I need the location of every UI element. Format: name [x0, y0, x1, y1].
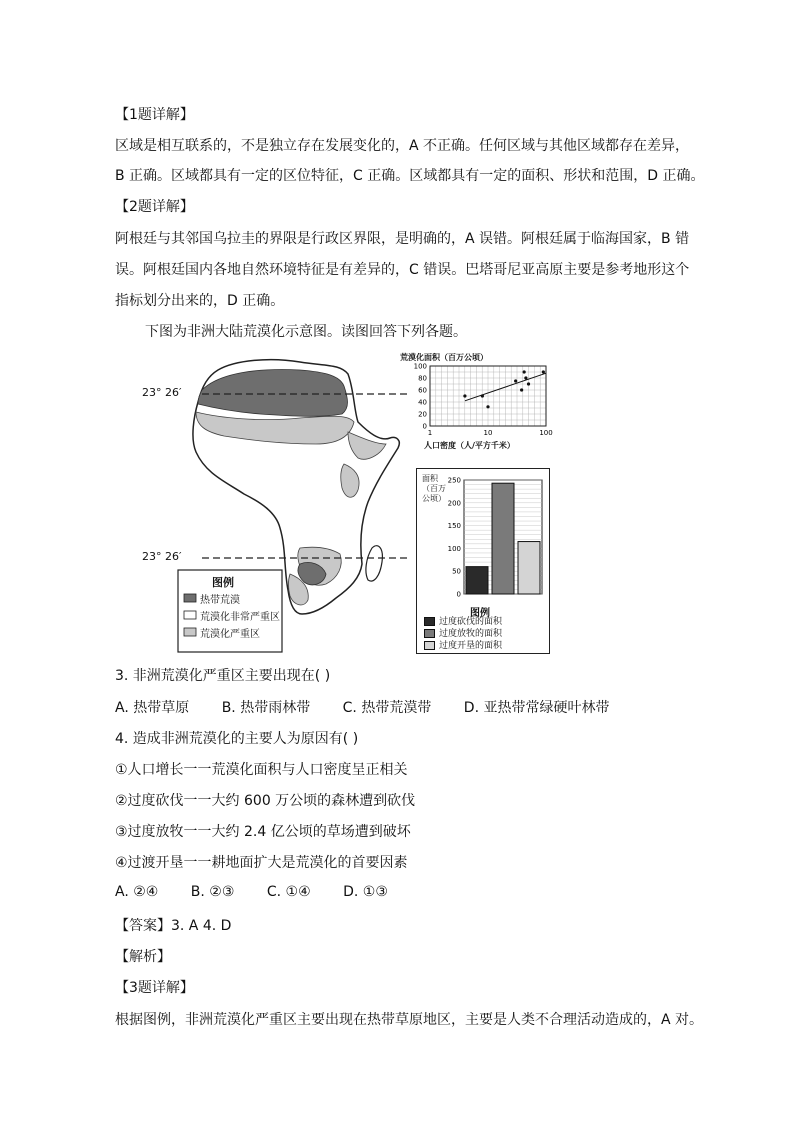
scatter-title: 荒漠化面积（百万公顷） [400, 353, 488, 362]
q3-option-d[interactable]: D. 亚热带常绿硬叶林带 [463, 700, 610, 716]
section-3-line-1: 根据图例，非洲荒漠化严重区主要出现在热带草原地区，主要是人类不合理活动造成的，A 对。 [115, 1012, 704, 1028]
bar-y-tick-label: 50 [452, 567, 461, 576]
x-tick-label: 10 [483, 429, 493, 437]
scatter-point [486, 405, 489, 408]
map-legend-serious: 荒漠化严重区 [200, 629, 260, 640]
q4-option-d[interactable]: D. ①③ [343, 884, 388, 900]
q4-stem: 4. 造成非洲荒漠化的主要人为原因有( ) [115, 731, 359, 747]
scatter-point [520, 388, 523, 391]
q4-item-3: ③过度放牧一一大约 2.4 亿公顷的草场遭到破坏 [115, 824, 411, 840]
q3-option-a[interactable]: A. 热带草原 [115, 700, 190, 716]
section-2-line-2: 误。阿根廷国内各地自然环境特征是有差异的，C 错误。巴塔哥尼亚高原主要是参考地形这个 [115, 262, 690, 278]
legend-swatch-desert [184, 594, 196, 602]
q4-options [115, 884, 416, 900]
x-tick-label: 100 [539, 429, 553, 437]
bar-legend [424, 616, 502, 652]
q4-item-1: ①人口增长一一荒漠化面积与人口密度呈正相关 [115, 762, 408, 778]
section-1-line-2: B 正确。区域都具有一定的区位特征，C 正确。区域都具有一定的面积、形状和范围，D 正确。 [115, 168, 705, 184]
legend-swatch-serious [184, 628, 196, 636]
legend-swatch-very-serious [184, 611, 196, 619]
y-tick-label: 100 [413, 362, 427, 371]
scatter-point [514, 379, 517, 382]
q4-option-c[interactable]: C. ①④ [266, 884, 311, 900]
figure-intro: 下图为非洲大陆荒漠化示意图。读图回答下列各题。 [145, 324, 467, 340]
bar-legend-item [424, 628, 502, 640]
bar-1 [466, 567, 488, 594]
bar-legend-label: 过度放牧的面积 [439, 629, 503, 639]
madagascar [366, 546, 382, 581]
bar-legend-label: 过度砍伐的面积 [439, 617, 503, 627]
bar-legend-title: 图例 [470, 608, 490, 619]
section-2-line-1: 阿根廷与其邻国乌拉圭的界限是行政区界限，是明确的，A 误错。阿根廷属于临海国家，B 错 [115, 231, 690, 247]
tropic-label-south: 23° 26′ [142, 550, 182, 563]
scatter-chart [400, 362, 553, 438]
q3-options [115, 697, 637, 717]
answer-line: 【答案】3. A 4. D [115, 918, 232, 934]
bar-legend-swatch [424, 629, 435, 638]
y-tick-label: 60 [418, 386, 427, 395]
tropic-label-north: 23° 26′ [142, 386, 182, 399]
bar-2 [492, 483, 514, 594]
section-2-line-3: 指标划分出来的，D 正确。 [115, 293, 285, 309]
y-tick-label: 40 [418, 398, 427, 407]
scatter-point [542, 370, 545, 373]
scatter-point [523, 370, 526, 373]
bar-chart [418, 476, 548, 602]
scatter-point [481, 394, 484, 397]
section-1-heading: 【1题详解】 [115, 107, 194, 123]
map-legend-desert: 热带荒漠 [200, 595, 240, 606]
section-2-heading: 【2题详解】 [115, 199, 194, 215]
q3-stem: 3. 非洲荒漠化严重区主要出现在( ) [115, 668, 331, 684]
bar-legend-label: 过度开垦的面积 [439, 641, 503, 651]
bar-y-tick-label: 200 [447, 499, 461, 508]
section-1-line-1: 区域是相互联系的，不是独立存在发展变化的，A 不正确。任何区域与其他区域都存在差异， [115, 138, 690, 154]
y-tick-label: 20 [418, 410, 427, 419]
bar-y-tick-label: 100 [447, 544, 461, 553]
scatter-point [527, 382, 530, 385]
q3-option-c[interactable]: C. 热带荒漠带 [342, 700, 432, 716]
y-tick-label: 80 [418, 374, 427, 383]
bar-legend-item [424, 640, 502, 652]
analysis-heading: 【解析】 [115, 949, 171, 965]
bar-title: 面积（百万公顷） [422, 474, 446, 503]
bar-legend-swatch [424, 641, 435, 650]
map-legend-title: 图例 [212, 576, 234, 589]
q3-option-b[interactable]: B. 热带雨林带 [221, 700, 311, 716]
bar-legend-item [424, 616, 502, 628]
bar-3 [518, 542, 540, 594]
scatter-xlabel: 人口密度（人/平方千米） [424, 441, 515, 450]
q4-option-a[interactable]: A. ②④ [115, 884, 159, 900]
y-tick-label: 0 [422, 422, 427, 431]
section-3-heading: 【3题详解】 [115, 980, 194, 996]
bar-y-tick-label: 150 [447, 522, 461, 531]
bar-legend-swatch [424, 617, 435, 626]
x-tick-label: 1 [427, 429, 433, 437]
map-legend-very-serious: 荒漠化非常严重区 [200, 612, 280, 623]
bar-y-tick-label: 250 [447, 476, 461, 485]
q4-item-2: ②过度砍伐一一大约 600 万公顷的森林遭到砍伐 [115, 793, 416, 809]
bar-y-tick-label: 0 [456, 590, 461, 599]
q4-item-4: ④过渡开垦一一耕地面扩大是荒漠化的首要因素 [115, 855, 408, 871]
scatter-point [463, 394, 466, 397]
scatter-point [524, 376, 527, 379]
q4-option-b[interactable]: B. ②③ [190, 884, 235, 900]
